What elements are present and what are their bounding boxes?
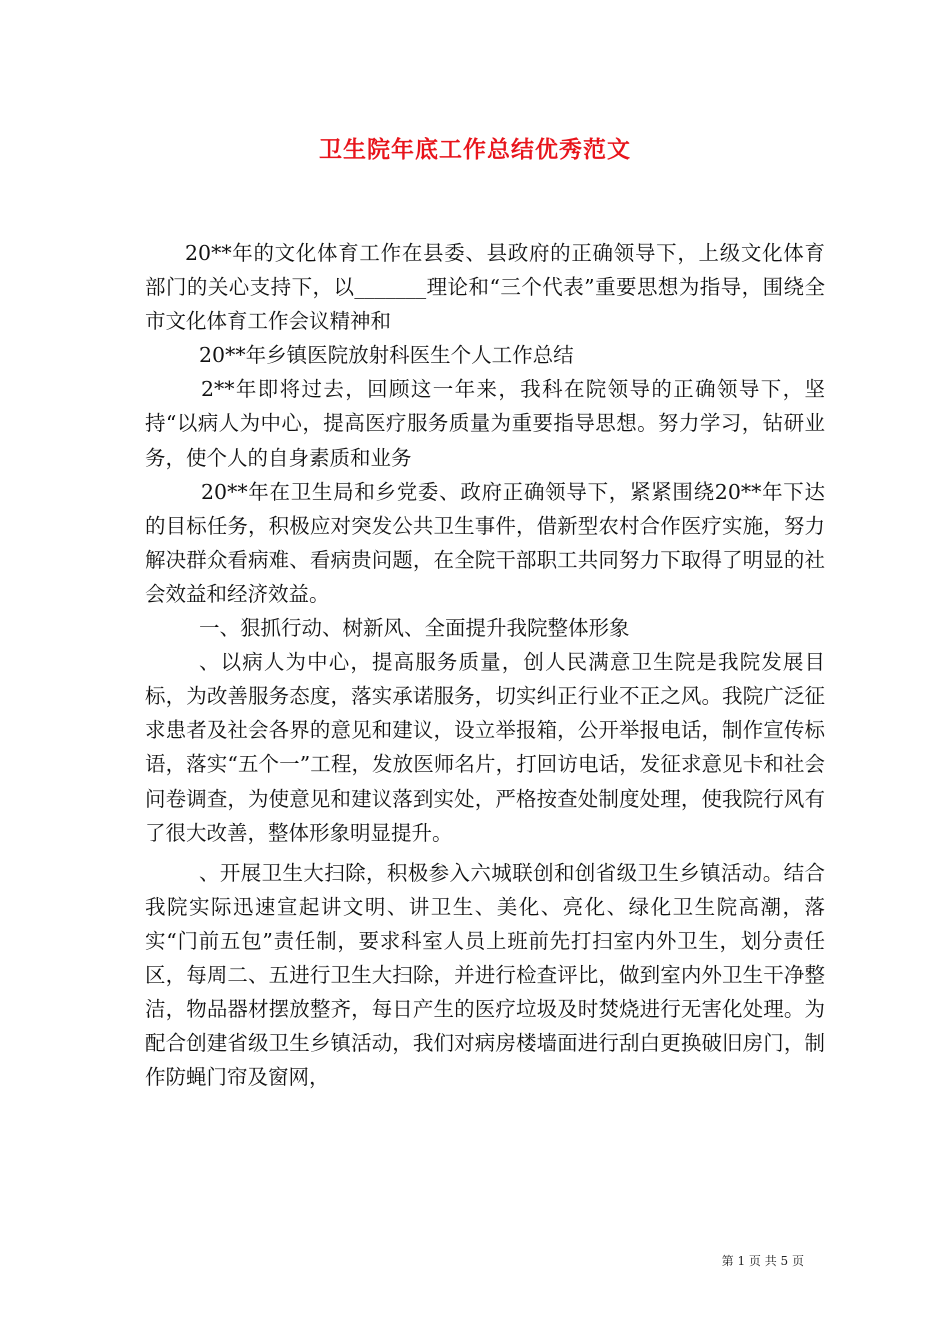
paragraph-6: 、开展卫生大扫除，积极参入六城联创和创省级卫生乡镇活动。结合我院实际迅速宣起讲文明、讲卫生、美化、亮化、绿化卫生院高潮，落实“门前五包”责任制，要求科室人员上班前先打扫室内外卫生，划分责任区，每周二、五进行卫生大扫除，并进行检查评比，做到室内外卫生干净整洁，物品器材摆放整齐，每日产生的医疗垃圾及时焚烧进行无害化处理。为配合创建省级卫生乡镇活动，我们对病房楼墙面进行刮白更换破旧房门，制作防蝇门帘及窗网， <box>145 860 825 1090</box>
page-number-footer: 第 1 页 共 5 页 <box>721 1254 804 1268</box>
paragraph-1: 20**年的文化体育工作在县委、县政府的正确领导下，上级文化体育部门的关心支持下，以_______理论和“三个代表”重要思想为指导，围绕全市文化体育工作会议精神和 <box>145 241 825 334</box>
section-heading-1: 一、狠抓行动、树新风、全面提升我院整体形象 <box>199 616 630 641</box>
document-title: 卫生院年底工作总结优秀范文 <box>319 137 631 163</box>
document-body <box>145 236 825 1094</box>
paragraph-4: 20**年在卫生局和乡党委、政府正确领导下，紧紧围绕20**年下达的目标任务，积极应对突发公共卫生事件，借新型农村合作医疗实施，努力解决群众看病难、看病贵问题，在全院干部职工共同努力下取得了明显的社会效益和经济效益。 <box>145 479 825 606</box>
paragraph-5: 、以病人为中心，提高服务质量，创人民满意卫生院是我院发展目标，为改善服务态度，落实承诺服务，切实纠正行业不正之风。我院广泛征求患者及社会各界的意见和建议，设立举报箱，公开举报电话，制作宣传标语，落实“五个一”工程，发放医师名片，打回访电话，发征求意见卡和社会问卷调查，为使意见和建议落到实处，严格按查处制度处理，使我院行风有了很大改善，整体形象明显提升。 <box>145 650 825 845</box>
paragraph-3: 2**年即将过去，回顾这一年来，我科在院领导的正确领导下，坚持“以病人为中心，提高医疗服务质量为重要指导思想。努力学习，钻研业务，使个人的自身素质和业务 <box>145 377 825 470</box>
paragraph-2: 20**年乡镇医院放射科医生个人工作总结 <box>199 343 574 368</box>
